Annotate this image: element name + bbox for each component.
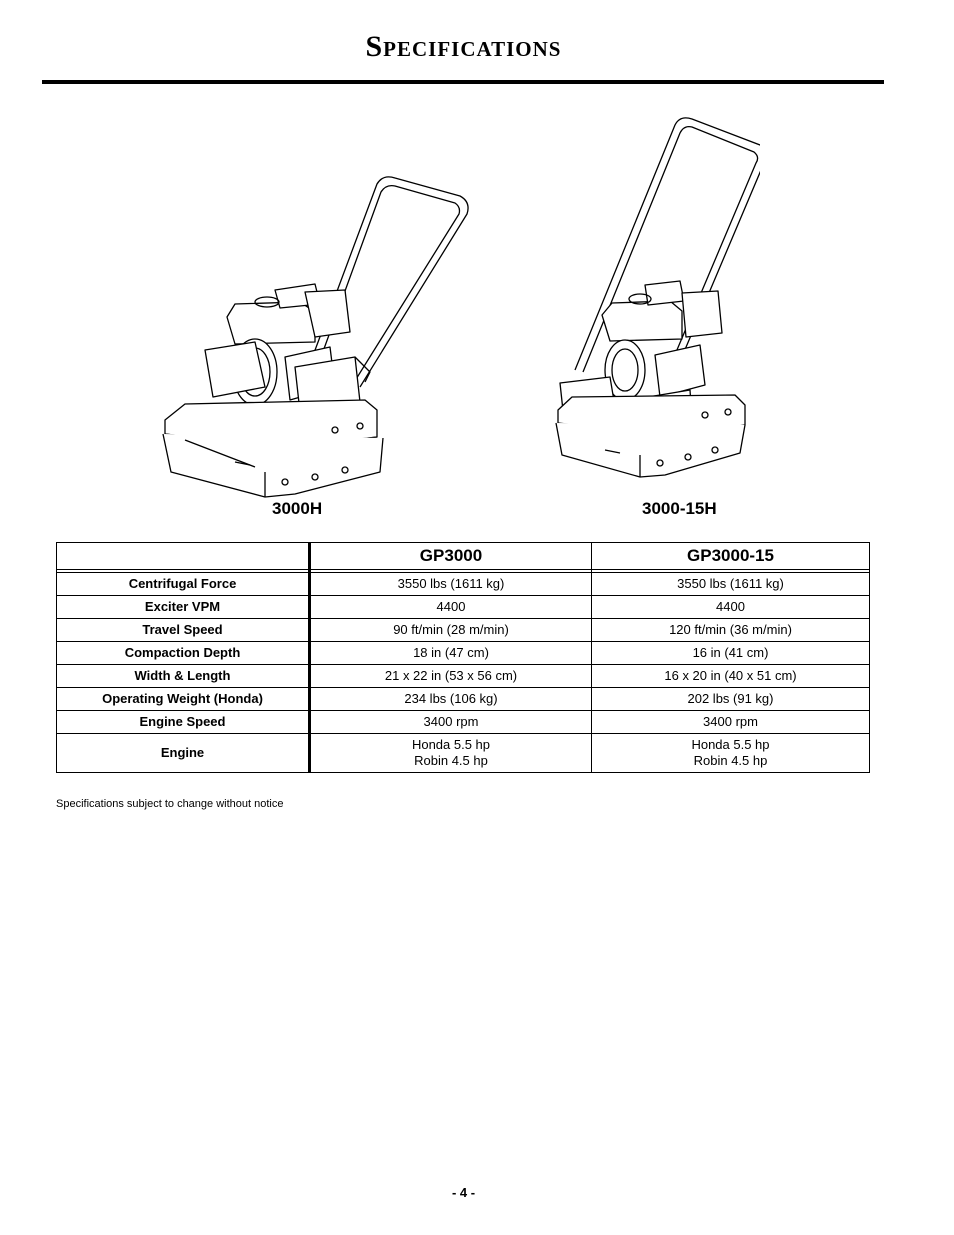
row-label: Engine [57,734,310,773]
table-row [57,642,870,665]
gp3000-value: 3550 lbs (1611 kg) [310,573,592,596]
gp3000-value: 3400 rpm [310,711,592,734]
row-label: Engine Speed [57,711,310,734]
table-row [57,596,870,619]
title-rule [42,80,884,84]
table-header-row [57,543,870,570]
plate-compactor-3000-15h-illustration [550,115,760,485]
row-label: Width & Length [57,665,310,688]
gp3000-15-value: 3400 rpm [592,711,870,734]
row-label: Travel Speed [57,619,310,642]
header-blank [57,543,310,570]
gp3000-15-value: 3550 lbs (1611 kg) [592,573,870,596]
table-row [57,711,870,734]
header-gp3000: GP3000 [310,543,592,570]
specifications-table [56,542,870,773]
table-row [57,734,870,773]
gp3000-15-value: 120 ft/min (36 m/min) [592,619,870,642]
row-label: Compaction Depth [57,642,310,665]
gp3000-15-value: 16 in (41 cm) [592,642,870,665]
engine-option-robin: Robin 4.5 hp [414,753,488,768]
specifications-note: Specifications subject to change without notice [56,798,284,810]
page-number: - 4 - [451,1185,476,1200]
gp3000-value [310,734,592,773]
plate-compactor-3000h-illustration [155,172,475,502]
engine-option-honda: Honda 5.5 hp [691,737,770,752]
table-row [57,688,870,711]
engine-option-robin: Robin 4.5 hp [693,753,768,768]
gp3000-value: 4400 [310,596,592,619]
gp3000-15-value: 16 x 20 in (40 x 51 cm) [592,665,870,688]
gp3000-15-value [592,734,870,773]
engine-option-honda: Honda 5.5 hp [411,737,491,752]
gp3000-value: 18 in (47 cm) [310,642,592,665]
table-row [57,619,870,642]
gp3000-value: 234 lbs (106 kg) [310,688,592,711]
figure-label-3000h: 3000H [272,499,323,518]
table-row [57,665,870,688]
gp3000-15-value: 4400 [592,596,870,619]
gp3000-value: 90 ft/min (28 m/min) [310,619,592,642]
gp3000-15-value: 202 lbs (91 kg) [592,688,870,711]
row-label: Operating Weight (Honda) [57,688,310,711]
gp3000-value: 21 x 22 in (53 x 56 cm) [310,665,592,688]
row-label: Exciter VPM [57,596,310,619]
page-title: Specifications [365,30,562,63]
table-row [57,573,870,596]
header-gp3000-15: GP3000-15 [592,543,870,570]
figure-label-3000-15h: 3000-15H [642,499,717,518]
row-label: Centrifugal Force [57,573,310,596]
